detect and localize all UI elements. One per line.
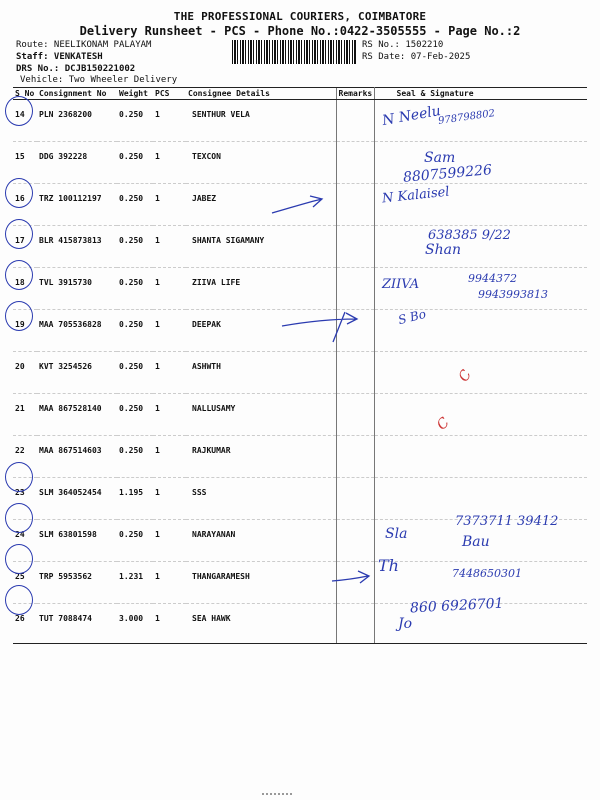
cell-sno: 17 [13,226,37,268]
cell-consignee: DEEPAK [186,310,336,352]
signature-17-name: Shan [425,242,461,258]
signature-18-phone: 9944372 [468,272,517,285]
cell-sno: 20 [13,352,37,394]
cell-consignment: DDG 392228 [37,142,117,184]
cell-remarks [336,310,374,352]
cell-sno: 15 [13,142,37,184]
cell-sno: 18 [13,268,37,310]
barcode [232,40,356,64]
signature-14-phone: 978798802 [437,108,496,127]
sno-circle [5,301,33,331]
cell-consignee: SEA HAWK [186,604,336,644]
col-weight: Weight [117,88,153,100]
cell-remarks [336,352,374,394]
cell-consignee: THANGARAMESH [186,562,336,604]
rs-number: RS No.: 1502210 [362,40,444,50]
route-label: Route: NEELIKONAM PALAYAM [16,40,152,50]
col-seal: Seal & Signature [374,88,587,100]
cell-consignment: TVL 3915730 [37,268,117,310]
cell-pcs: 1 [153,562,186,604]
cell-consignee: NALLUSAMY [186,394,336,436]
cell-consignment: SLM 63801598 [37,520,117,562]
vehicle-label: Vehicle: Two Wheeler Delivery [20,75,178,85]
sno-circle [5,544,33,574]
cell-sno: 21 [13,394,37,436]
signature-18-name: ZIIVA [382,277,420,292]
red-mark-22: C [433,414,453,434]
cell-remarks [336,520,374,562]
cell-consignment: TRP 5953562 [37,562,117,604]
sheet-title: THE PROFESSIONAL COURIERS, COIMBATORE [173,10,427,23]
table-row [13,352,587,394]
cell-weight: 0.250 [117,184,153,226]
signature-16: N Kalaisel [381,184,451,207]
cell-weight: 0.250 [117,352,153,394]
cell-consignee: RAJKUMAR [186,436,336,478]
cell-pcs: 1 [153,394,186,436]
cell-pcs: 1 [153,184,186,226]
cell-pcs: 1 [153,100,186,142]
sno-circle [5,260,33,290]
cell-consignment: PLN 2368200 [37,100,117,142]
cell-sno: 26 [13,604,37,644]
signature-14-name: N Neelu [381,102,442,130]
cell-pcs: 1 [153,268,186,310]
cell-consignee: SENTHUR VELA [186,100,336,142]
cell-pcs: 1 [153,604,186,644]
cell-remarks [336,436,374,478]
col-remarks: Remarks [336,88,374,100]
cell-sno: 25 [13,562,37,604]
cell-consignee: JABEZ [186,184,336,226]
signature-24-name: Sla [385,526,408,542]
cell-pcs: 1 [153,352,186,394]
cell-sno: 22 [13,436,37,478]
cell-consignee: ZIIVA LIFE [186,268,336,310]
cell-weight: 0.250 [117,226,153,268]
runsheet-table [13,87,587,644]
company-stamp [372,452,542,514]
signature-25-phone: 7448650301 [452,567,522,580]
cell-consignment: KVT 3254526 [37,352,117,394]
cell-weight: 3.000 [117,604,153,644]
table-row [13,394,587,436]
signature-18-phone2: 9943993813 [478,288,548,301]
cell-consignee: SSS [186,478,336,520]
table-row [13,310,587,352]
cell-remarks [336,604,374,644]
sheet-subtitle: Delivery Runsheet - PCS - Phone No.:0422-3505555 - Page No.:2 [79,24,521,38]
col-pcs: PCS [153,88,186,100]
cell-seal-signature [374,394,587,436]
signature-15-name: Sam [424,150,456,166]
cell-consignee: ASHWTH [186,352,336,394]
cell-weight: 0.250 [117,142,153,184]
cell-sno: 16 [13,184,37,226]
cell-pcs: 1 [153,310,186,352]
cell-consignment: SLM 364052454 [37,478,117,520]
cell-remarks [336,562,374,604]
col-consignment: Consignment No [37,88,117,100]
signature-25-sign: Th [378,556,399,575]
cell-consignment: BLR 415873813 [37,226,117,268]
sno-circle [5,462,33,492]
cell-weight: 0.250 [117,310,153,352]
signature-17-phone: 638385 9/22 [428,228,511,243]
cell-consignee: NARAYANAN [186,520,336,562]
cell-remarks [336,100,374,142]
signature-19: S Bo [396,306,428,328]
rs-date: RS Date: 07-Feb-2025 [362,52,471,62]
cell-weight: 1.195 [117,478,153,520]
cell-consignee: TEXCON [186,142,336,184]
cell-consignment: MAA 705536828 [37,310,117,352]
staff-label: Staff: VENKATESH [16,52,103,62]
sno-circle [5,585,33,615]
cell-weight: 0.250 [117,100,153,142]
cell-consignment: TUT 7088474 [37,604,117,644]
sno-circle [5,219,33,249]
table-row [13,100,587,142]
signature-15-phone: 8807599226 [402,162,493,186]
cell-weight: 0.250 [117,394,153,436]
cell-consignment: MAA 867514603 [37,436,117,478]
cell-consignment: TRZ 100112197 [37,184,117,226]
table-header-row [13,88,587,100]
signature-24-sign: Bau [462,534,490,550]
cell-consignment: MAA 867528140 [37,394,117,436]
cell-remarks [336,184,374,226]
signature-26-phone: 860 6926701 [409,595,504,617]
cell-remarks [336,268,374,310]
cell-remarks [336,394,374,436]
cell-sno: 19 [13,310,37,352]
sno-circle [5,503,33,533]
cell-remarks [336,226,374,268]
signature-26-sign: Jo [398,616,413,632]
cell-remarks [336,478,374,520]
cell-pcs: 1 [153,436,186,478]
cell-pcs: 1 [153,520,186,562]
drs-number: DRS No.: DCJB150221002 [16,64,136,74]
cell-pcs: 1 [153,478,186,520]
cell-consignee: SHANTA SIGAMANY [186,226,336,268]
cell-remarks [336,142,374,184]
signature-24-phone: 7373711 39412 [455,514,559,529]
table-row [13,142,587,184]
cell-weight: 0.250 [117,436,153,478]
cell-weight: 1.231 [117,562,153,604]
cell-sno: 23 [13,478,37,520]
cell-sno: 24 [13,520,37,562]
cell-pcs: 1 [153,226,186,268]
cell-sno: 14 [13,100,37,142]
red-mark-20: C [455,367,475,385]
cell-weight: 0.250 [117,520,153,562]
sno-circle [5,178,33,208]
col-consignee: Consignee Details [186,88,336,100]
page-footer-mark [262,793,292,795]
col-sno: S No [13,88,37,100]
table-row [13,184,587,226]
sno-circle [5,96,33,126]
cell-weight: 0.250 [117,268,153,310]
cell-seal-signature [374,352,587,394]
cell-pcs: 1 [153,142,186,184]
